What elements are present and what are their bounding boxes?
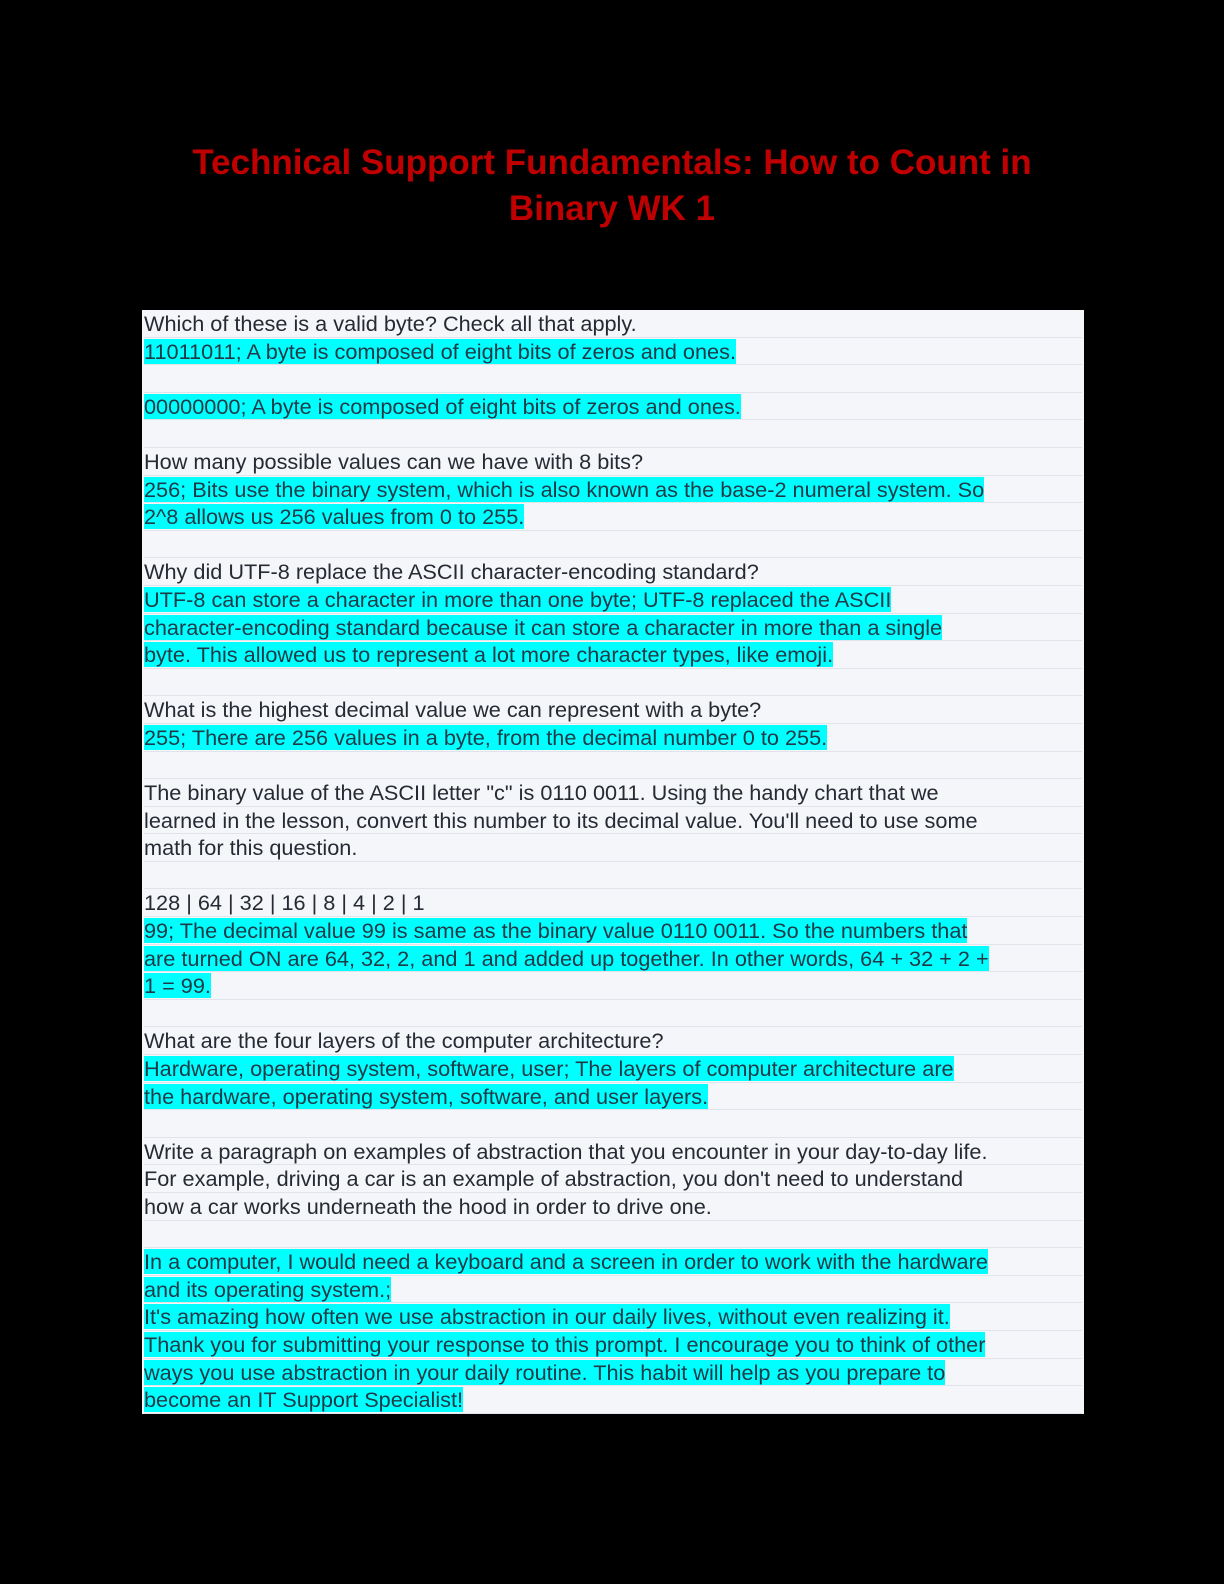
question-four-layers: What are the four layers of the computer architecture?: [144, 1028, 664, 1054]
question-ascii-c-line-1: The binary value of the ASCII letter "c" is 0110 0011. Using the handy chart that we: [144, 780, 939, 806]
answer-text: [144, 1303, 1082, 1331]
question-abstraction-line-3: how a car works underneath the hood in order to drive one.: [144, 1194, 712, 1219]
answer-abstraction-line-2: and its operating system.;: [144, 1276, 392, 1302]
spacer: [144, 531, 1082, 559]
spacer: [144, 862, 1082, 890]
question-abstraction-line-1: Write a paragraph on examples of abstraction that you encounter in your day-to-day life.: [144, 1138, 988, 1164]
answer-text: [144, 1331, 1082, 1359]
question-8-bits: How many possible values can we have with 8 bits?: [144, 448, 644, 474]
document-title: Technical Support Fundamentals: How to Count in Binary WK 1: [192, 143, 1032, 228]
binary-chart: [144, 889, 1082, 917]
spacer: [144, 420, 1082, 448]
answer-four-layers-line-1: Hardware, operating system, software, user; The layers of computer architecture are: [144, 1056, 954, 1082]
question-text: [144, 1193, 1082, 1221]
answer-highest-decimal: 255; There are 256 values in a byte, from the decimal number 0 to 255.: [144, 724, 828, 750]
answer-abstraction-line-5: ways you use abstraction in your daily routine. This habit will help as you prepare to: [144, 1359, 946, 1385]
answer-text: [144, 393, 1082, 421]
answer-text: [144, 586, 1082, 614]
answer-text: [144, 1276, 1082, 1304]
question-abstraction-line-2: For example, driving a car is an example of abstraction, you don't need to understand: [144, 1166, 964, 1192]
question-highest-decimal: What is the highest decimal value we can represent with a byte?: [144, 697, 762, 723]
answer-text: [144, 1359, 1082, 1387]
question-text: [144, 310, 1082, 338]
spacer: [144, 669, 1082, 697]
answer-abstraction-line-1: In a computer, I would need a keyboard and a screen in order to work with the hardware: [144, 1249, 988, 1275]
answer-text: [144, 1248, 1082, 1276]
answer-utf8-line-3: byte. This allowed us to represent a lot more character types, like emoji.: [144, 642, 834, 668]
question-text: [144, 1138, 1082, 1166]
document-body: [142, 310, 1084, 1414]
spacer: [144, 752, 1082, 780]
answer-8-bits-line-1: 256; Bits use the binary system, which is also known as the base-2 numeral system. So: [144, 476, 985, 502]
answer-text: [144, 641, 1082, 669]
spacer: [144, 1221, 1082, 1249]
question-text: [144, 448, 1082, 476]
answer-byte-2: 00000000; A byte is composed of eight bits of zeros and ones.: [144, 393, 741, 419]
binary-place-values: 128 | 64 | 32 | 16 | 8 | 4 | 2 | 1: [144, 890, 425, 916]
answer-text: [144, 972, 1082, 1000]
answer-four-layers-line-2: the hardware, operating system, software, and user layers.: [144, 1083, 709, 1109]
question-text: [144, 834, 1082, 862]
answer-8-bits-line-2: 2^8 allows us 256 values from 0 to 255.: [144, 504, 525, 530]
answer-ascii-c-line-1: 99; The decimal value 99 is same as the binary value 0110 0011. So the numbers that: [144, 918, 968, 944]
answer-abstraction-line-3: It's amazing how often we use abstraction in our daily lives, without even realizing it.: [144, 1304, 950, 1330]
answer-text: [144, 917, 1082, 945]
question-text: [144, 558, 1082, 586]
question-text: [144, 696, 1082, 724]
answer-text: [144, 724, 1082, 752]
answer-text: [144, 945, 1082, 973]
question-text: [144, 1165, 1082, 1193]
answer-text: [144, 1386, 1082, 1414]
question-text: [144, 779, 1082, 807]
answer-ascii-c-line-3: 1 = 99.: [144, 973, 211, 999]
spacer: [144, 1000, 1082, 1028]
answer-text: [144, 1083, 1082, 1111]
answer-abstraction-line-4: Thank you for submitting your response to this prompt. I encourage you to think of other: [144, 1331, 986, 1357]
answer-utf8-line-2: character-encoding standard because it can store a character in more than a single: [144, 614, 943, 640]
answer-byte-1: 11011011; A byte is composed of eight bits of zeros and ones.: [144, 338, 736, 364]
answer-ascii-c-line-2: are turned ON are 64, 32, 2, and 1 and added up together. In other words, 64 + 32 + 2 +: [144, 945, 989, 971]
spacer: [144, 1110, 1082, 1138]
answer-text: [144, 476, 1082, 504]
question-text: [144, 807, 1082, 835]
answer-abstraction-line-6: become an IT Support Specialist!: [144, 1387, 464, 1413]
spacer: [144, 365, 1082, 393]
question-utf8: Why did UTF-8 replace the ASCII character-encoding standard?: [144, 559, 759, 585]
question-valid-byte: Which of these is a valid byte? Check all that apply.: [144, 311, 637, 336]
question-ascii-c-line-3: math for this question.: [144, 835, 358, 861]
answer-text: [144, 338, 1082, 366]
question-ascii-c-line-2: learned in the lesson, convert this number to its decimal value. You'll need to use some: [144, 807, 978, 833]
answer-text: [144, 503, 1082, 531]
question-text: [144, 1027, 1082, 1055]
answer-text: [144, 1055, 1082, 1083]
answer-utf8-line-1: UTF-8 can store a character in more than one byte; UTF-8 replaced the ASCII: [144, 586, 892, 612]
answer-text: [144, 614, 1082, 642]
